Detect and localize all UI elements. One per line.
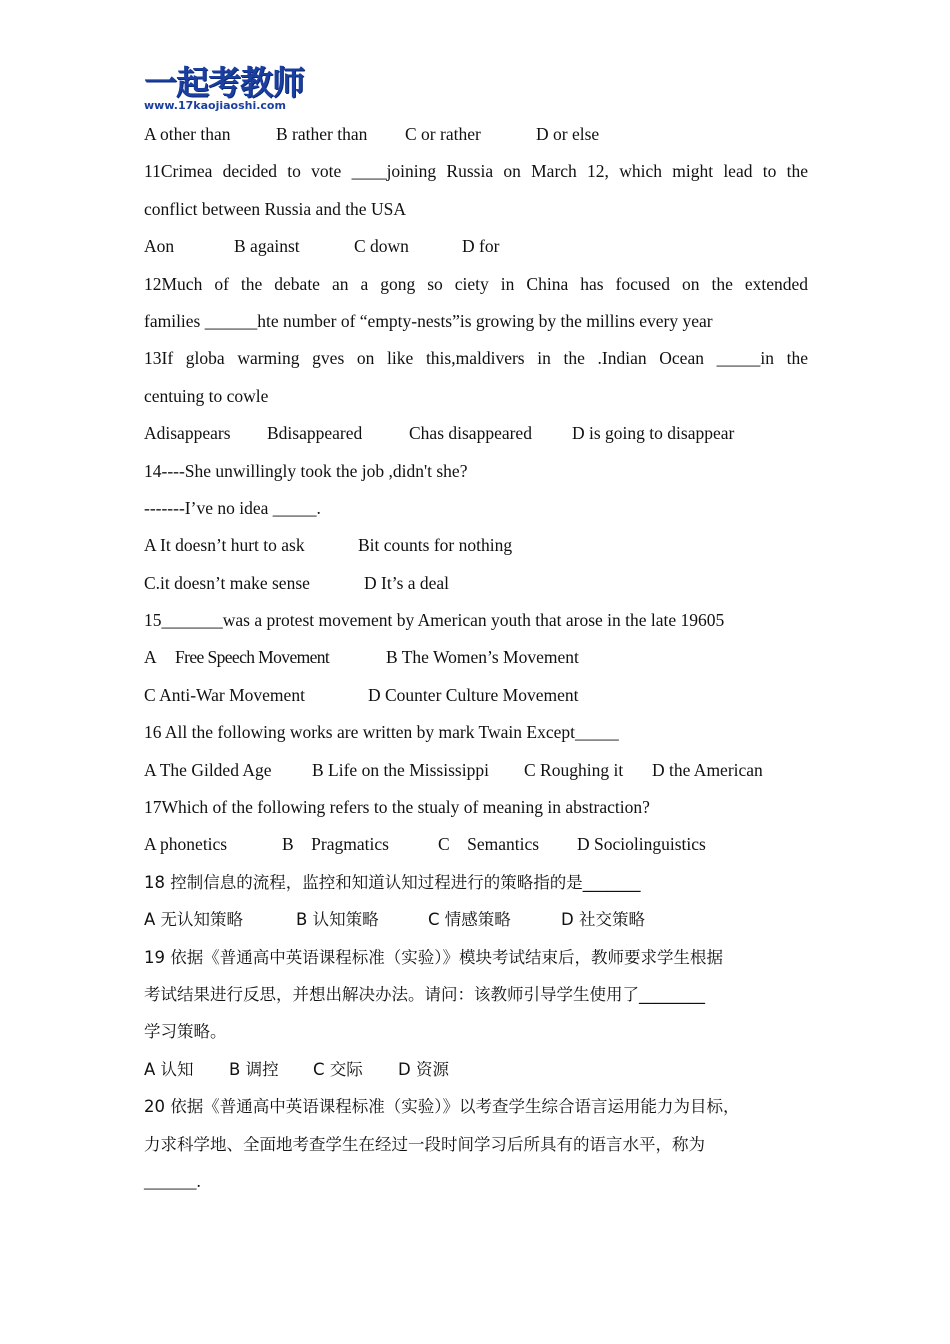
q17-option-d: D Sociolinguistics bbox=[577, 834, 706, 855]
q13-option-b: Bdisappeared bbox=[267, 423, 363, 444]
q11-options bbox=[144, 228, 808, 265]
q14-option-a: A It doesn’t hurt to ask bbox=[144, 535, 305, 556]
q18-stem: 18 控制信息的流程，监控和知道认知过程进行的策略指的是_______ bbox=[144, 872, 641, 892]
q17-stem: 17Which of the following refers to the stualy of meaning in abstraction? bbox=[144, 797, 650, 818]
q20-stem-line2: 力求科学地、全面地考查学生在经过一段时间学习后所具有的语言水平，称为 bbox=[144, 1134, 705, 1154]
q15-option-b: B The Women’s Movement bbox=[386, 647, 579, 668]
q19-option-a: A 认知 bbox=[144, 1059, 194, 1079]
q16-options bbox=[144, 752, 808, 789]
q11-option-d: D for bbox=[462, 236, 500, 257]
q18-option-c: C 情感策略 bbox=[428, 910, 511, 930]
q13-options bbox=[144, 415, 808, 452]
q14-stem-line2: -------I’ve no idea _____. bbox=[144, 497, 321, 518]
q15-option-a-letter: A bbox=[144, 647, 157, 668]
exam-content bbox=[144, 116, 808, 1200]
q15-stem: 15_______was a protest movement by American youth that arose in the late 19605 bbox=[144, 610, 725, 631]
q15-options-row1 bbox=[144, 639, 808, 676]
q16-option-a: A The Gilded Age bbox=[144, 759, 272, 780]
q19-stem-line1: 19 依据《普通高中英语课程标准（实验）》模块考试结束后，教师要求学生根据 bbox=[144, 947, 723, 967]
q14-option-c: C.it doesn’t make sense bbox=[144, 572, 310, 593]
q14-option-b: Bit counts for nothing bbox=[358, 535, 513, 556]
q10-option-c: C or rather bbox=[405, 124, 481, 144]
q16-option-c: C Roughing it bbox=[524, 759, 624, 780]
q17-option-c: C Semantics bbox=[438, 834, 540, 855]
q19-options bbox=[144, 1051, 808, 1088]
q13-stem-line2: centuing to cowle bbox=[144, 385, 269, 406]
q14-options-row1 bbox=[144, 527, 808, 564]
q16-option-d: D the American bbox=[652, 759, 763, 780]
q18-options bbox=[144, 901, 808, 938]
q14-options-row2 bbox=[144, 565, 808, 602]
q16-stem: 16 All the following works are written by mark Twain Except_____ bbox=[144, 722, 619, 743]
q18-option-d: D 社交策略 bbox=[561, 910, 645, 930]
q10-options bbox=[144, 116, 808, 153]
q20-stem-line3: ______. bbox=[144, 1170, 201, 1191]
q10-option-a: A other than bbox=[144, 124, 231, 144]
q14-stem-line1: 14----She unwillingly took the job ,didn't she? bbox=[144, 460, 468, 481]
q19-stem-line3: 学习策略。 bbox=[144, 1022, 227, 1042]
q15-option-c: C Anti-War Movement bbox=[144, 684, 305, 705]
q13-option-c: Chas disappeared bbox=[409, 423, 532, 444]
q13-option-d: D is going to disappear bbox=[572, 423, 735, 444]
q17-option-b: B Pragmatics bbox=[282, 834, 389, 855]
q10-option-d: D or else bbox=[536, 124, 600, 144]
q14-option-d: D It’s a deal bbox=[364, 572, 450, 593]
q12-stem-line2: families ______hte number of “empty-nests”is growing by the millins every year bbox=[144, 310, 713, 331]
q19-option-d: D 资源 bbox=[398, 1059, 449, 1079]
q17-option-a: A phonetics bbox=[144, 834, 228, 855]
q11-option-b: B against bbox=[234, 236, 300, 257]
q12-stem-line1: 12Much of the debate an a gong so ciety in China has focused on the extended bbox=[144, 273, 808, 294]
q11-stem-line1: 11Crimea decided to vote ____joining Russia on March 12, which might lead to the bbox=[144, 161, 808, 182]
q18-option-b: B 认知策略 bbox=[296, 910, 379, 930]
q15-options-row2 bbox=[144, 677, 808, 714]
q11-option-c: C down bbox=[354, 236, 409, 257]
q19-stem-line2: 考试结果进行反思，并想出解决办法。请问：该教师引导学生使用了________ bbox=[144, 984, 705, 1004]
q17-options bbox=[144, 826, 808, 863]
q15-option-a: Free Speech Movement bbox=[175, 647, 330, 668]
q11-option-a: Aon bbox=[144, 236, 175, 257]
q13-stem-line1: 13If globa warming gves on like this,maldivers in the .Indian Ocean _____in the bbox=[144, 348, 808, 369]
q15-option-d: D Counter Culture Movement bbox=[368, 684, 579, 705]
logo-url: www.17kaojiaoshi.com bbox=[144, 99, 286, 112]
q10-option-b: B rather than bbox=[276, 124, 368, 144]
site-logo bbox=[144, 63, 309, 112]
q20-stem-line1: 20 依据《普通高中英语课程标准（实验）》以考查学生综合语言运用能力为目标， bbox=[144, 1097, 740, 1117]
q11-stem-line2: conflict between Russia and the USA bbox=[144, 198, 406, 219]
q18-option-a: A 无认知策略 bbox=[144, 910, 244, 930]
q19-option-b: B 调控 bbox=[229, 1059, 279, 1079]
logo-title: 一起考教师 bbox=[144, 63, 304, 102]
q13-option-a: Adisappears bbox=[144, 423, 231, 444]
q16-option-b: B Life on the Mississippi bbox=[312, 759, 489, 780]
q19-option-c: C 交际 bbox=[313, 1059, 363, 1079]
